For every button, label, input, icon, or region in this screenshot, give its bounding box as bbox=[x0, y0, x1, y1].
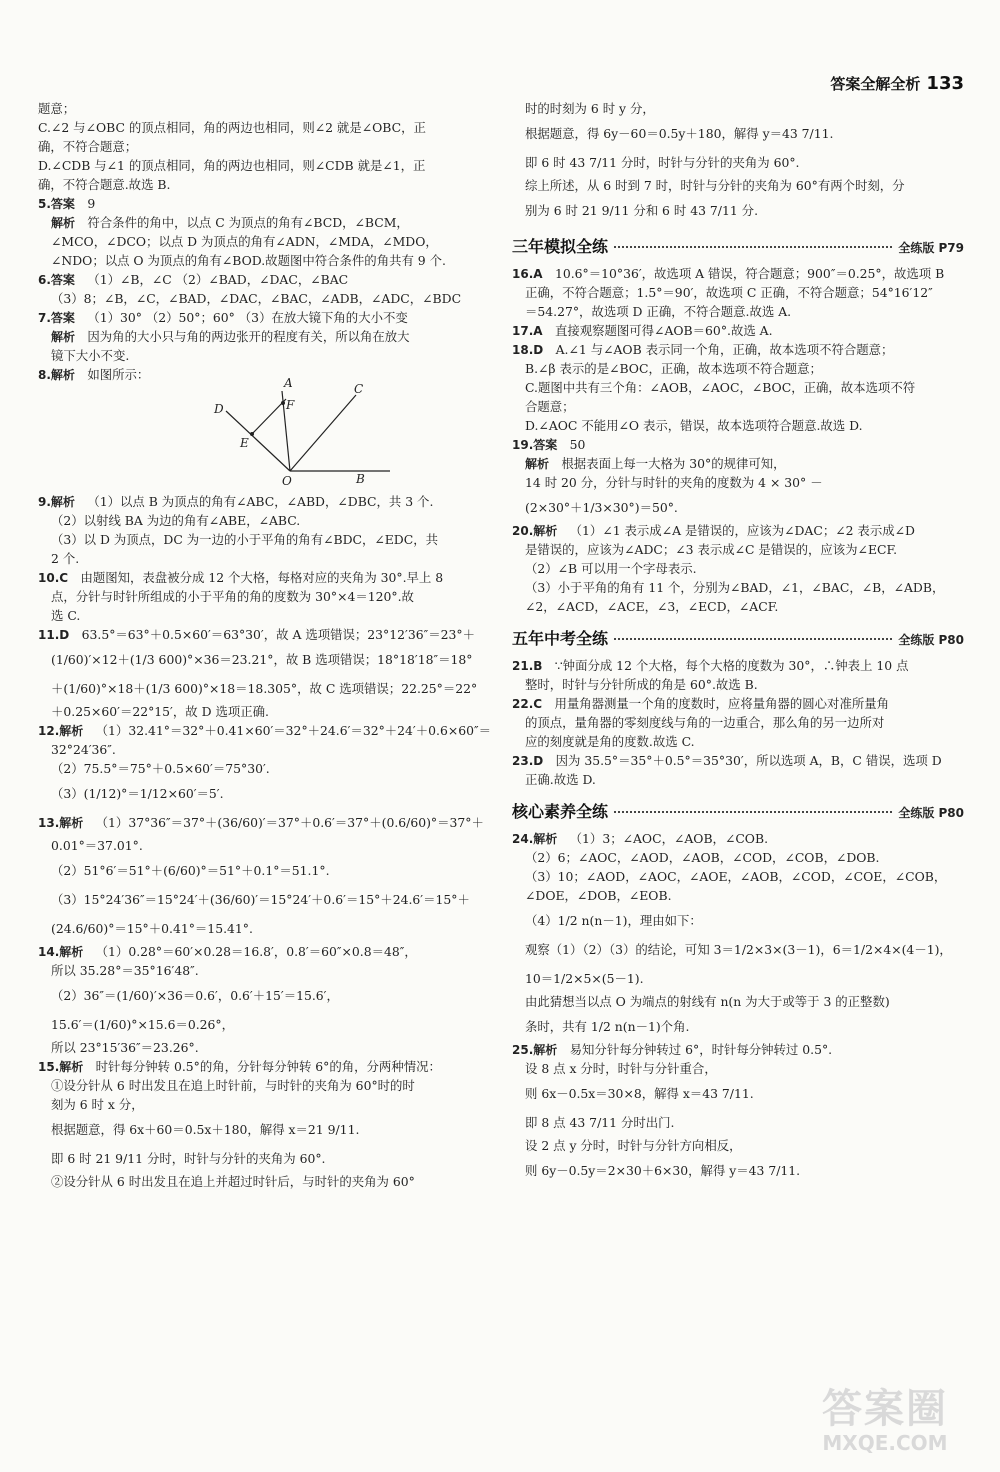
line-text: ∠DOE，∠DOB，∠EOB. bbox=[525, 888, 672, 903]
text-line bbox=[38, 1144, 486, 1173]
line-text: 观察（1）（2）（3）的结论，可知 3＝1/2×3×(3－1)，6＝1/2×4×(4－1)， bbox=[525, 942, 952, 957]
text-line bbox=[38, 531, 486, 550]
answer-line bbox=[38, 271, 486, 290]
line-text: 条时，共有 1/2 n(n－1)个角. bbox=[525, 1019, 690, 1034]
answer-label: 25.解析 bbox=[512, 1043, 558, 1057]
answer-line bbox=[512, 341, 964, 360]
text-line bbox=[38, 885, 486, 914]
line-text: 直接观察题图可得∠AOB＝60°.故选 A. bbox=[554, 323, 773, 338]
text-line bbox=[38, 703, 486, 722]
answer-label: 5.答案 bbox=[38, 197, 75, 211]
answer-line bbox=[512, 830, 964, 849]
answer-label: 10.C bbox=[38, 570, 69, 585]
line-text: （3）15°24′36″＝15°24′＋(36/60)′＝15°24′＋0.6′＝15°＋24.6′＝15°＋ bbox=[51, 891, 470, 907]
label-a: A bbox=[284, 376, 293, 390]
answer-label: 12.解析 bbox=[38, 723, 84, 738]
answer-line bbox=[512, 752, 964, 771]
line-text: 易知分针每分钟转过 6°，时针每分钟转过 0.5°. bbox=[569, 1042, 833, 1057]
line-text: 9 bbox=[87, 196, 96, 211]
text-line bbox=[38, 779, 486, 808]
text-line bbox=[38, 138, 486, 157]
answer-line bbox=[38, 1058, 486, 1077]
answer-label: 19.答案 bbox=[512, 438, 558, 452]
text-line bbox=[38, 760, 486, 779]
line-text: 根据表面上每一大格为 30°的规律可知， bbox=[561, 456, 786, 471]
line-text: 用量角器测量一个角的度数时，应将量角器的圆心对准所量角 bbox=[554, 696, 890, 711]
line-text: 的顶点，量角器的零刻度线与角的一边重合，那么角的另一边所对 bbox=[525, 715, 885, 730]
text-line bbox=[512, 177, 964, 196]
text-line bbox=[38, 837, 486, 856]
answer-label: 13.解析 bbox=[38, 815, 84, 830]
line-text: 所以 35.28°＝35°16′48″. bbox=[51, 962, 199, 978]
page-number: 133 bbox=[926, 73, 964, 94]
line-text: （1）∠1 表示成∠A 是错误的，应该为∠DAC；∠2 表示成∠D bbox=[569, 523, 915, 538]
text-line bbox=[512, 906, 964, 935]
text-line bbox=[512, 196, 964, 225]
line-text: 刻为 6 时 x 分， bbox=[51, 1096, 144, 1112]
text-line bbox=[512, 935, 964, 964]
text-line bbox=[512, 493, 964, 522]
text-line bbox=[512, 1108, 964, 1137]
page-header bbox=[830, 70, 964, 97]
answer-line bbox=[38, 328, 486, 347]
answer-label: 解析 bbox=[51, 330, 76, 344]
line-text: （2）∠B 可以用一个字母表示. bbox=[525, 561, 697, 576]
line-text: ①设分针从 6 时出发且在追上时针前，与时针的夹角为 60°时的时 bbox=[51, 1077, 415, 1093]
section-title: 五年中考全练 bbox=[512, 629, 609, 648]
line-text: 14 时 20 分，分针与时针的夹角的度数为 4 × 30° － bbox=[525, 475, 823, 490]
line-text: 由题图知，表盘被分成 12 个大格，每格对应的夹角为 30°.早上 8 bbox=[80, 569, 444, 585]
line-text: 因为角的大小只与角的两边张开的程度有关，所以角在放大 bbox=[87, 329, 410, 344]
line-text: 题意； bbox=[38, 101, 76, 116]
line-text: （3）以 D 为顶点，DC 为一边的小于平角的角有∠BDC，∠EDC，共 bbox=[51, 531, 438, 547]
line-text: （1）以点 B 为顶点的角有∠ABC，∠ABD，∠DBC，共 3 个. bbox=[87, 493, 434, 509]
text-line bbox=[512, 360, 964, 379]
answer-line bbox=[38, 366, 486, 385]
text-line bbox=[38, 588, 486, 607]
text-line bbox=[38, 157, 486, 176]
text-line bbox=[38, 1039, 486, 1058]
text-line bbox=[512, 417, 964, 436]
text-line bbox=[512, 148, 964, 177]
line-text: 综上所述，从 6 时到 7 时，时针与分针的夹角为 60°有两个时刻，分 bbox=[525, 178, 905, 193]
section-leader-dots bbox=[614, 246, 892, 248]
text-line bbox=[38, 290, 486, 309]
line-text: （1）30° （2）50°；60° （3）在放大镜下角的大小不变 bbox=[87, 310, 408, 325]
answer-line bbox=[512, 436, 964, 455]
line-text: 即 6 时 43 7/11 分时，时针与分针的夹角为 60°. bbox=[525, 155, 800, 170]
left-column bbox=[38, 100, 492, 1192]
ray-od bbox=[226, 411, 290, 471]
text-line bbox=[512, 303, 964, 322]
answer-line bbox=[512, 322, 964, 341]
line-text: ∠NDO；以点 O 为顶点的角有∠BOD.故题图中符合条件的角共有 9 个. bbox=[51, 253, 446, 268]
text-line bbox=[512, 598, 964, 617]
section-header bbox=[512, 800, 964, 824]
line-text: 根据题意，得 6x＋60＝0.5x＋180，解得 x＝21 9/11. bbox=[51, 1121, 360, 1137]
answer-label: 18.D bbox=[512, 343, 544, 357]
line-text: 合题意； bbox=[525, 399, 575, 414]
answer-line bbox=[512, 1041, 964, 1060]
label-o: O bbox=[282, 474, 292, 488]
line-text: 如图所示： bbox=[87, 367, 150, 382]
answer-label: 22.C bbox=[512, 697, 543, 711]
answer-label: 17.A bbox=[512, 324, 543, 338]
label-e: E bbox=[240, 436, 249, 450]
line-text: 则 6y－0.5y＝2×30＋6×30，解得 y＝43 7/11. bbox=[525, 1163, 801, 1178]
text-line bbox=[512, 579, 964, 598]
answer-label: 16.A bbox=[512, 267, 543, 281]
line-text: 所以 23°15′36″＝23.26°. bbox=[51, 1039, 199, 1055]
line-text: 符合条件的角中，以点 C 为顶点的角有∠BCD，∠BCM， bbox=[87, 215, 409, 230]
line-text: 别为 6 时 21 9/11 分和 6 时 43 7/11 分. bbox=[525, 203, 759, 218]
line-text: 时的时刻为 6 时 y 分， bbox=[525, 101, 655, 116]
answer-label: 23.D bbox=[512, 754, 544, 768]
text-line bbox=[512, 1012, 964, 1041]
line-text: （3）(1/12)°＝1/12×60′＝5′. bbox=[51, 785, 224, 801]
answer-line bbox=[38, 722, 492, 741]
answer-label: 21.B bbox=[512, 659, 543, 673]
line-text: （3）8；∠B，∠C，∠BAD，∠DAC，∠BAC，∠ADB，∠ADC，∠BDC bbox=[51, 291, 462, 306]
text-line bbox=[512, 284, 964, 303]
text-line bbox=[512, 993, 964, 1012]
line-text: （2）6；∠AOC，∠AOD，∠AOB，∠COD，∠COB，∠DOB. bbox=[525, 850, 880, 865]
answer-line bbox=[38, 195, 486, 214]
angle-figure bbox=[168, 376, 368, 488]
text-line bbox=[38, 1096, 486, 1115]
text-line bbox=[38, 550, 486, 569]
line-text: ＋0.25×60′＝22°15′，故 D 选项正确. bbox=[51, 703, 269, 719]
answer-line bbox=[38, 309, 486, 328]
section-header bbox=[512, 235, 964, 259]
line-text: 10＝1/2×5×(5－1). bbox=[525, 971, 644, 986]
line-text: 0.01°＝37.01°. bbox=[51, 837, 143, 853]
line-text: 2 个. bbox=[51, 550, 80, 566]
line-text: 63.5°＝63°＋0.5×60′＝63°30′，故 A 选项错误；23°12′36″＝23°＋ bbox=[81, 626, 475, 642]
text-line bbox=[38, 607, 486, 626]
text-line bbox=[38, 512, 486, 531]
line-text: (24.6/60)°＝15°＋0.41°＝15.41°. bbox=[51, 920, 253, 936]
answer-label: 20.解析 bbox=[512, 524, 558, 538]
line-text: （1）32.41°＝32°＋0.41×60′＝32°＋24.6′＝32°＋24′＋0.6×60″＝ bbox=[95, 722, 492, 738]
watermark-logo: 答案圈 bbox=[822, 1386, 948, 1432]
segment-ef bbox=[252, 399, 286, 434]
line-text: （2）以射线 BA 为边的角有∠ABE，∠ABC. bbox=[51, 512, 301, 528]
text-line bbox=[512, 474, 964, 493]
line-text: （1）37°36″＝37°＋(36/60)′＝37°＋0.6′＝37°＋(0.6/60)°＝37°＋ bbox=[95, 814, 484, 830]
answer-label: 11.D bbox=[38, 627, 70, 642]
label-c: C bbox=[354, 382, 364, 396]
line-text: 镜下大小不变. bbox=[51, 348, 130, 363]
answer-label: 24.解析 bbox=[512, 832, 558, 846]
text-line bbox=[512, 887, 964, 906]
text-line bbox=[512, 541, 964, 560]
answer-line bbox=[38, 214, 486, 233]
line-text: (1/60)′×12＋(1/3 600)°×36＝23.21°，故 B 选项错误；18°18′18″＝18° bbox=[51, 651, 473, 667]
line-text: 32°24′36″. bbox=[51, 741, 116, 757]
text-line bbox=[512, 100, 964, 119]
answer-label: 7.答案 bbox=[38, 311, 75, 325]
text-line bbox=[512, 733, 964, 752]
line-text: 设 2 点 y 分时，时针与分针方向相反， bbox=[525, 1138, 742, 1153]
label-d: D bbox=[214, 402, 224, 416]
section-header bbox=[512, 627, 964, 651]
line-text: 设 8 点 x 分时，时针与分针重合， bbox=[525, 1061, 717, 1076]
answer-line bbox=[512, 522, 964, 541]
line-text: ∵钟面分成 12 个大格，每个大格的度数为 30°，∴钟表上 10 点 bbox=[554, 658, 909, 673]
section-ref: 全练版 P79 bbox=[898, 241, 964, 255]
watermark bbox=[800, 1386, 970, 1466]
line-text: A.∠1 与∠AOB 表示同一个角，正确，故本选项不符合题意； bbox=[555, 342, 894, 357]
text-line bbox=[38, 1077, 486, 1096]
text-line bbox=[38, 252, 486, 271]
text-line bbox=[512, 714, 964, 733]
text-line bbox=[38, 645, 486, 674]
line-text: D.∠AOC 不能用∠O 表示，错误，故本选项符合题意.故选 D. bbox=[525, 418, 863, 433]
answer-label: 14.解析 bbox=[38, 944, 84, 959]
answer-label: 15.解析 bbox=[38, 1059, 84, 1074]
answer-line bbox=[512, 695, 964, 714]
right-column bbox=[512, 100, 964, 1185]
line-text: （4）1/2 n(n－1)，理由如下： bbox=[525, 913, 702, 928]
text-line bbox=[512, 849, 964, 868]
answer-label: 8.解析 bbox=[38, 368, 75, 382]
text-line bbox=[512, 1137, 964, 1156]
answer-label: 解析 bbox=[51, 216, 76, 230]
section-ref: 全练版 P80 bbox=[898, 806, 964, 820]
answer-line bbox=[38, 569, 486, 588]
line-text: 15.6′＝(1/60)°×15.6＝0.26°， bbox=[51, 1016, 235, 1032]
text-line bbox=[38, 100, 486, 119]
answer-line bbox=[38, 808, 486, 837]
line-text: 确，不符合题意.故选 B. bbox=[38, 177, 171, 192]
line-text: （2）51°6′＝51°＋(6/60)°＝51°＋0.1°＝51.1°. bbox=[51, 862, 330, 878]
section-title: 核心素养全练 bbox=[512, 802, 609, 821]
line-text: B.∠β 表示的是∠BOC，正确，故本选项不符合题意； bbox=[525, 361, 822, 376]
line-text: D.∠CDB 与∠1 的顶点相同，角的两边也相同，则∠CDB 就是∠1，正 bbox=[38, 158, 426, 173]
text-line bbox=[38, 962, 486, 981]
line-text: 正确.故选 D. bbox=[525, 772, 596, 787]
text-line bbox=[38, 1173, 486, 1192]
text-line bbox=[512, 1060, 964, 1079]
text-line bbox=[512, 398, 964, 417]
line-text: C.题图中共有三个角：∠AOB，∠AOC，∠BOC，正确，故本选项不符 bbox=[525, 380, 916, 395]
ray-oc bbox=[290, 395, 356, 471]
section-ref: 全练版 P80 bbox=[898, 633, 964, 647]
header-title: 答案全解全析 bbox=[830, 75, 921, 93]
line-text: （3）小于平角的角有 11 个，分别为∠BAD，∠1，∠BAC，∠B，∠ADB， bbox=[525, 580, 945, 595]
text-line bbox=[512, 119, 964, 148]
answer-label: 6.答案 bbox=[38, 273, 75, 287]
answer-line bbox=[38, 626, 486, 645]
line-text: 正确，不符合题意；1.5°＝90′，故选项 C 正确，不符合题意；54°16′12″ bbox=[525, 285, 933, 300]
line-text: 应的刻度就是角的度数.故选 C. bbox=[525, 734, 695, 749]
text-line bbox=[38, 856, 486, 885]
line-text: （1）3；∠AOC，∠AOB，∠COB. bbox=[569, 831, 769, 846]
line-text: ∠MCO，∠DCO；以点 D 为顶点的角有∠ADN，∠MDA，∠MDO， bbox=[51, 234, 438, 249]
line-text: 确，不符合题意； bbox=[38, 139, 138, 154]
label-b: B bbox=[356, 472, 365, 486]
line-text: （2）36″＝(1/60)′×36＝0.6′，0.6′＋15′＝15.6′， bbox=[51, 987, 339, 1003]
line-text: 则 6x－0.5x＝30×8，解得 x＝43 7/11. bbox=[525, 1086, 754, 1101]
line-text: （2）75.5°＝75°＋0.5×60′＝75°30′. bbox=[51, 760, 270, 776]
line-text: 50 bbox=[569, 437, 586, 452]
answer-label: 9.解析 bbox=[38, 494, 75, 509]
answer-line bbox=[38, 493, 486, 512]
text-line bbox=[512, 771, 964, 790]
text-line bbox=[38, 233, 486, 252]
point-f bbox=[281, 401, 285, 405]
text-line bbox=[38, 176, 486, 195]
answer-label: 解析 bbox=[525, 457, 550, 471]
text-line bbox=[38, 347, 486, 366]
line-text: 10.6°＝10°36′，故选项 A 错误，符合题意；900″＝0.25°，故选项 B bbox=[554, 266, 945, 281]
text-line bbox=[38, 981, 486, 1010]
answer-line bbox=[512, 455, 964, 474]
label-f: F bbox=[286, 398, 295, 412]
line-text: 整时，时针与分针所成的角是 60°.故选 B. bbox=[525, 677, 758, 692]
text-line bbox=[38, 1115, 486, 1144]
text-line bbox=[38, 674, 486, 703]
line-text: 即 6 时 21 9/11 分时，时针与分针的夹角为 60°. bbox=[51, 1150, 326, 1166]
text-line bbox=[38, 119, 486, 138]
section-title: 三年模拟全练 bbox=[512, 237, 609, 256]
text-line bbox=[38, 1010, 486, 1039]
line-text: （1）0.28°＝60′×0.28＝16.8′，0.8′＝60″×0.8＝48″， bbox=[95, 943, 417, 959]
line-text: 即 8 点 43 7/11 分时出门. bbox=[525, 1115, 675, 1130]
section-leader-dots bbox=[614, 811, 892, 813]
line-text: 时针每分钟转 0.5°的角，分针每分钟转 6°的角，分两种情况： bbox=[95, 1058, 441, 1074]
line-text: 根据题意，得 6y－60＝0.5y＋180，解得 y＝43 7/11. bbox=[525, 126, 834, 141]
line-text: ＝54.27°，故选项 D 正确，不符合题意.故选 A. bbox=[525, 304, 792, 319]
text-line bbox=[512, 1079, 964, 1108]
line-text: （3）10；∠AOD，∠AOC，∠AOE，∠AOB，∠COD，∠COE，∠COB， bbox=[525, 869, 947, 884]
line-text: 点，分针与时针所组成的小于平角的角的度数为 30°×4＝120°.故 bbox=[51, 588, 414, 604]
point-e bbox=[250, 432, 254, 436]
answer-line bbox=[512, 265, 964, 284]
text-line bbox=[512, 379, 964, 398]
line-text: 因为 35.5°＝35°＋0.5°＝35°30′，所以选项 A，B，C 错误，选项 D bbox=[555, 753, 942, 768]
answer-line bbox=[512, 657, 964, 676]
text-line bbox=[512, 676, 964, 695]
answer-line bbox=[38, 943, 486, 962]
text-line bbox=[512, 868, 964, 887]
line-text: (2×30°＋1/3×30°)＝50°. bbox=[525, 500, 678, 515]
line-text: ②设分针从 6 时出发且在追上并超过时针后，与时针的夹角为 60° bbox=[51, 1173, 415, 1189]
text-line bbox=[512, 1156, 964, 1185]
watermark-url: MXQE.COM bbox=[822, 1431, 948, 1455]
text-line bbox=[512, 560, 964, 579]
line-text: 由此猜想当以点 O 为端点的射线有 n(n 为大于或等于 3 的正整数) bbox=[525, 994, 890, 1009]
section-leader-dots bbox=[614, 638, 892, 640]
text-line bbox=[38, 741, 486, 760]
line-text: 是错误的，应该为∠ADC；∠3 表示成∠C 是错误的，应该为∠ECF. bbox=[525, 542, 898, 557]
line-text: 选 C. bbox=[51, 607, 81, 623]
line-text: （1）∠B，∠C （2）∠BAD，∠DAC，∠BAC bbox=[87, 272, 349, 287]
line-text: ＋(1/60)°×18＋(1/3 600)°×18＝18.305°，故 C 选项错误；22.25°＝22° bbox=[51, 680, 478, 696]
text-line bbox=[512, 964, 964, 993]
line-text: ∠2，∠ACD，∠ACE，∠3，∠ECD，∠ACF. bbox=[525, 599, 779, 614]
line-text: C.∠2 与∠OBC 的顶点相同，角的两边也相同，则∠2 就是∠OBC，正 bbox=[38, 120, 426, 135]
text-line bbox=[38, 914, 486, 943]
